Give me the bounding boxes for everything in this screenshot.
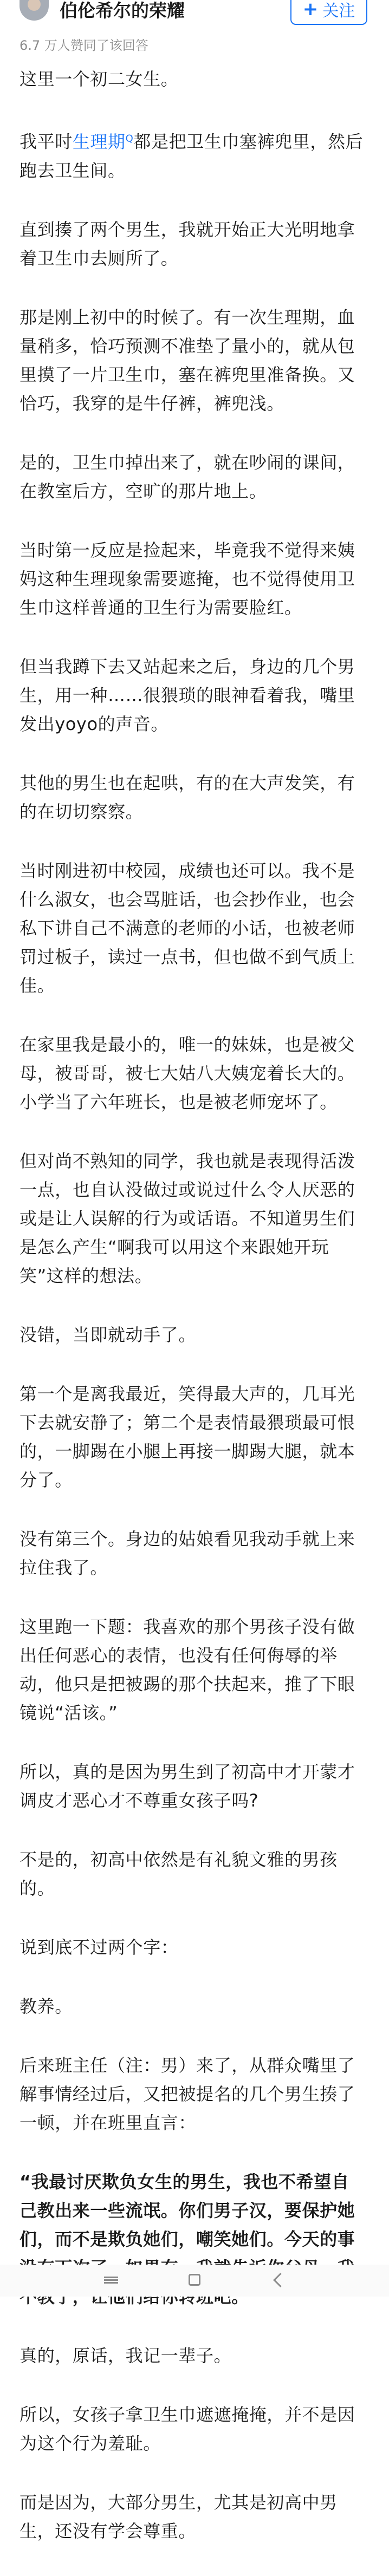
paragraph: 直到揍了两个男生，我就开始正大光明地拿着卫生巾去厕所了。 bbox=[20, 219, 355, 269]
follow-label: 关注 bbox=[322, 2, 355, 21]
paragraph: 后来班主任（注：男）来了，从群众嘴里了解事情经过后，又把被提名的几个男生揍了一顿，并在班里直言： bbox=[20, 2055, 355, 2133]
home-square-icon[interactable] bbox=[184, 2269, 205, 2291]
answer-header bbox=[0, 0, 389, 53]
paragraph-text: 都是把卫生巾塞裤兜里，然后跑去卫生间。 bbox=[20, 131, 364, 181]
paragraph: 教养。 bbox=[20, 1995, 73, 2017]
keyword-link[interactable] bbox=[73, 132, 134, 152]
paragraph: 所以，女孩子拿卫生巾遮遮掩掩，并不是因为这个行为羞耻。 bbox=[20, 2404, 355, 2454]
paragraph: 当时第一反应是捡起来，毕竟我不觉得来姨妈这种生理现象需要遮掩，也不觉得使用卫生巾这样普通的卫生行为需要脸红。 bbox=[20, 539, 355, 618]
menu-icon[interactable] bbox=[100, 2269, 122, 2291]
system-navigation-bar bbox=[0, 2265, 389, 2297]
avatar-face bbox=[28, 0, 41, 11]
paragraph: 不是的，初高中依然是有礼貌文雅的男孩的。 bbox=[20, 1849, 338, 1899]
paragraph: 第一个是离我最近，笑得最大声的，几耳光下去就安静了；第二个是表情最猥琐最可恨的，一脚踢在小腿上再接一脚踢大腿，就本分了。 bbox=[20, 1383, 355, 1490]
paragraph bbox=[20, 124, 366, 185]
paragraph: 但当我蹲下去又站起来之后，身边的几个男生，用一种……很猥琐的眼神看着我，嘴里发出yoyo的声音。 bbox=[20, 656, 355, 734]
paragraph: 那是刚上初中的时候了。有一次生理期，血量稍多，恰巧预测不准垫了量小的，就从包里摸了一片卫生巾，塞在裤兜里准备换。又恰巧，我穿的是牛仔裤，裤兜浅。 bbox=[20, 306, 355, 414]
search-icon[interactable]: Q bbox=[125, 133, 134, 144]
author-name[interactable]: 伯伦希尔的荣耀 bbox=[60, 0, 185, 21]
answer-body bbox=[20, 65, 366, 2576]
paragraph: 这里跑一下题：我喜欢的那个男孩子没有做出任何恶心的表情，也没有任何侮辱的举动，他只是把被踢的那个扶起来，推了下眼镜说“活该。” bbox=[20, 1616, 355, 1723]
upvote-count: 6.7 万人赞同了该回答 bbox=[20, 38, 148, 53]
paragraph-text: 我平时 bbox=[20, 131, 73, 152]
author-avatar[interactable] bbox=[20, 0, 49, 21]
follow-button[interactable] bbox=[290, 0, 367, 25]
keyword-text[interactable]: 生理期 bbox=[72, 131, 126, 152]
paragraph: 没错，当即就动手了。 bbox=[20, 1324, 197, 1345]
paragraph: 但对尚不熟知的同学，我也就是表现得活泼一点，也自认没做过或说过什么令人厌恶的或是让人误解的行为或话语。不知道男生们是怎么产生“啊我可以用这个来跟她开玩笑”这样的想法。 bbox=[20, 1150, 355, 1286]
paragraph: 这里一个初二女生。 bbox=[20, 69, 179, 89]
paragraph: 没有第三个。身边的姑娘看见我动手就上来拉住我了。 bbox=[20, 1528, 355, 1578]
paragraph: 当时刚进初中校园，成绩也还可以。我不是什么淑女，也会骂脏话，也会抄作业，也会私下讲自己不满意的老师的小话，也被老师罚过板子，读过一点书，但也做不到气质上佳。 bbox=[20, 860, 355, 996]
paragraph: 所以，真的是因为男生到了初高中才开蒙才调皮才恶心才不尊重女孩子吗? bbox=[20, 1761, 355, 1811]
quote-paragraph: “我最讨厌欺负女生的男生，我也不希望自己教出来一些流氓。你们男子汉，要保护她们，而不是欺负她们，嘲笑她们。今天的事 bbox=[20, 2171, 355, 2249]
paragraph: 说到底不过两个字： bbox=[20, 1936, 179, 1958]
paragraph: 其他的男生也在起哄，有的在大声发笑，有的在切切察察。 bbox=[20, 772, 355, 822]
paragraph: 而是因为，大部分男生，尤其是初高中男生，还没有学会尊重。 bbox=[20, 2492, 338, 2541]
paragraph: 是的，卫生巾掉出来了，就在吵闹的课间，在教室后方，空旷的那片地上。 bbox=[20, 452, 355, 501]
paragraph: 真的，原话，我记一辈子。 bbox=[20, 2345, 232, 2366]
paragraph: 在家里我是最小的，唯一的妹妹，也是被父母，被哥哥，被七大姑八大姨宠着长大的。小学当了六年班长，也是被老师宠坏了。 bbox=[20, 1034, 355, 1112]
back-triangle-icon[interactable] bbox=[267, 2269, 289, 2291]
plus-icon: + bbox=[302, 0, 319, 20]
